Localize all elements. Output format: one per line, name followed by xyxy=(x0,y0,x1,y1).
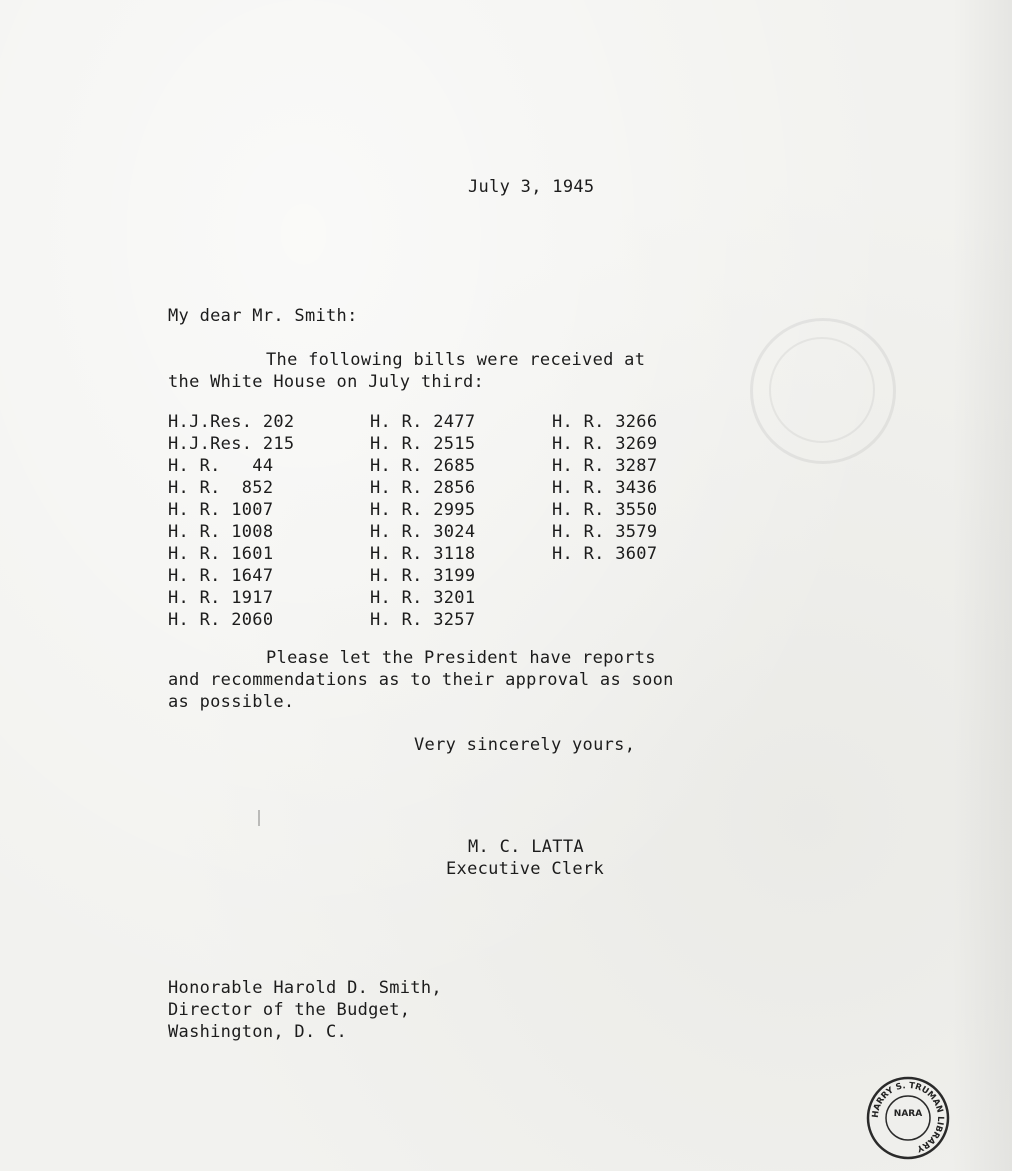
bill-item: H.J.Res. 202 xyxy=(168,412,295,432)
bill-item: H. R. 1917 xyxy=(168,588,274,608)
stray-pencil-mark xyxy=(258,810,260,826)
bill-item: H. R. 3257 xyxy=(370,610,476,630)
bill-item: H. R. 3269 xyxy=(552,434,658,454)
bill-list-column-3 xyxy=(552,411,657,565)
bill-item: H. R. 3201 xyxy=(370,588,476,608)
intro-line-1: The following bills were received at xyxy=(266,350,646,370)
bill-item: H. R. 1008 xyxy=(168,522,274,542)
intro-line-2: the White House on July third: xyxy=(168,372,485,392)
closing-line-3: as possible. xyxy=(168,692,295,712)
bill-list-column-1 xyxy=(168,411,294,631)
bill-item: H. R. 852 xyxy=(168,478,274,498)
bill-item: H. R. 3199 xyxy=(370,566,476,586)
bill-item: H. R. 2685 xyxy=(370,456,476,476)
bill-list-column-2 xyxy=(370,411,475,631)
page-edge-shadow xyxy=(952,0,1012,1171)
bill-item: H. R. 1601 xyxy=(168,544,274,564)
truman-library-seal xyxy=(866,1076,950,1160)
bill-item: H. R. 2477 xyxy=(370,412,476,432)
bill-item: H. R. 44 xyxy=(168,456,274,476)
bill-item: H. R. 2995 xyxy=(370,500,476,520)
addressee-line-2: Director of the Budget, xyxy=(168,1000,411,1020)
seal-ring-text: HARRY S. TRUMAN LIBRARY xyxy=(870,1080,946,1154)
bill-item: H. R. 1647 xyxy=(168,566,274,586)
bill-item: H.J.Res. 215 xyxy=(168,434,295,454)
bill-item: H. R. 3266 xyxy=(552,412,658,432)
signer-title: Executive Clerk xyxy=(446,859,605,879)
faint-received-stamp xyxy=(750,318,896,464)
closing-line-1: Please let the President have reports xyxy=(266,648,656,668)
salutation: My dear Mr. Smith: xyxy=(168,306,358,326)
bill-item: H. R. 3287 xyxy=(552,456,658,476)
valediction: Very sincerely yours, xyxy=(414,735,636,755)
letter-date: July 3, 1945 xyxy=(468,177,595,197)
bill-item: H. R. 2060 xyxy=(168,610,274,630)
bill-item: H. R. 3436 xyxy=(552,478,658,498)
bill-item: H. R. 1007 xyxy=(168,500,274,520)
bill-item: H. R. 3118 xyxy=(370,544,476,564)
bill-item: H. R. 2515 xyxy=(370,434,476,454)
bill-item: H. R. 3550 xyxy=(552,500,658,520)
addressee-line-3: Washington, D. C. xyxy=(168,1022,348,1042)
bill-item: H. R. 2856 xyxy=(370,478,476,498)
closing-line-2: and recommendations as to their approval as soon xyxy=(168,670,674,690)
seal-center-text: NARA xyxy=(893,1109,923,1119)
bill-item: H. R. 3579 xyxy=(552,522,658,542)
bill-item: H. R. 3607 xyxy=(552,544,658,564)
signer-name: M. C. LATTA xyxy=(468,837,584,857)
addressee-line-1: Honorable Harold D. Smith, xyxy=(168,978,442,998)
bill-item: H. R. 3024 xyxy=(370,522,476,542)
